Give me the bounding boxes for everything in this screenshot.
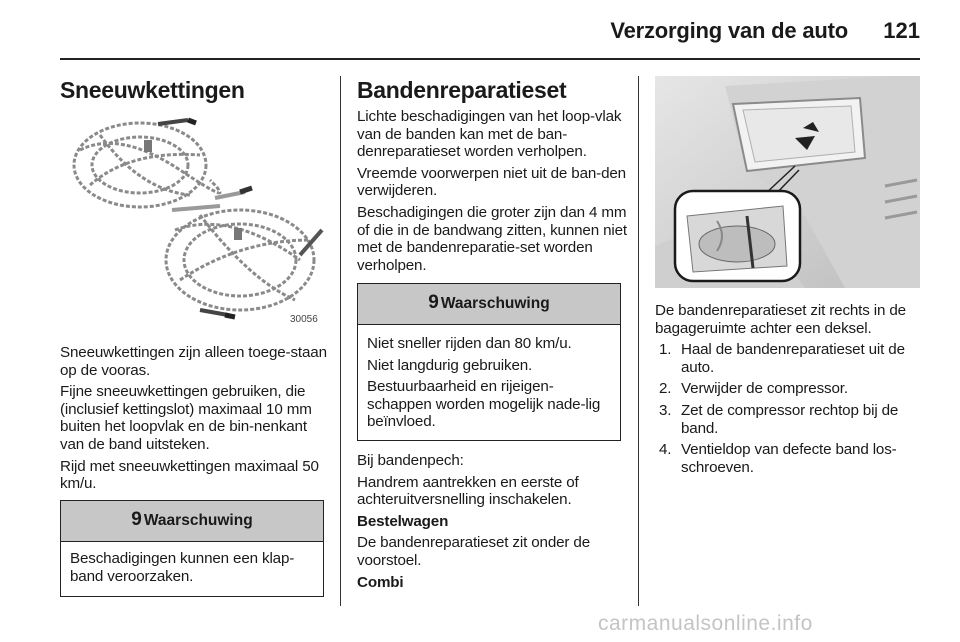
warning-triangle-icon: 9 xyxy=(428,292,439,313)
snow-chains-figure xyxy=(60,110,328,328)
warning-item: Bestuurbaarheid en rijeigen-schappen worden mogelijk nade-lig beïnvloed. xyxy=(367,378,601,431)
warning-body xyxy=(358,325,620,441)
paragraph: Sneeuwkettingen zijn alleen toege-staan op de vooras. xyxy=(60,344,327,379)
list-item xyxy=(655,441,927,476)
list-item xyxy=(655,402,927,437)
left-body xyxy=(60,344,330,497)
section-heading-repair-kit: Bandenreparatieset xyxy=(357,77,567,103)
warning-triangle-icon: 9 xyxy=(131,509,142,530)
paragraph: De bandenreparatieset zit rechts in de bagageruimte achter een deksel. xyxy=(655,302,906,337)
warning-item: Niet sneller rijden dan 80 km/u. xyxy=(367,335,572,352)
paragraph: Rijd met sneeuwkettingen maximaal 50 km/u. xyxy=(60,457,319,493)
paragraph: Fijne sneeuwkettingen gebruiken, die (inclusief kettingslot) maximaal 10 mm buiten het loopvlak en de bin-nenkant van de band uitsteken. xyxy=(60,383,312,453)
header-rule xyxy=(60,58,920,60)
step-number: 3. xyxy=(659,401,672,419)
right-body xyxy=(655,302,927,480)
column-separator-2 xyxy=(638,76,639,606)
warning-text: Beschadigingen kunnen een klap-band veroorzaken. xyxy=(70,550,295,585)
warning-item: Niet langdurig gebruiken. xyxy=(367,356,533,374)
subheading-bestelwagen: Bestelwagen xyxy=(357,512,449,530)
step-text: Ventieldop van defecte band los-schroeven. xyxy=(681,441,897,476)
step-number: 4. xyxy=(659,441,672,459)
page-number: 121 xyxy=(883,18,920,43)
step-number: 1. xyxy=(659,341,672,359)
figure-number: 30056 xyxy=(290,314,318,325)
snow-chains-illustration xyxy=(60,110,328,328)
warning-box-left xyxy=(60,500,324,597)
subheading-combi: Combi xyxy=(357,573,404,591)
watermark: carmanualsonline.info xyxy=(598,612,813,635)
list-item xyxy=(655,380,927,398)
section-heading-snow-chains: Sneeuwkettingen xyxy=(60,77,245,103)
step-number: 2. xyxy=(659,380,672,398)
paragraph: Bij bandenpech: xyxy=(357,452,464,469)
paragraph: De bandenreparatieset zit onder de voorstoel. xyxy=(357,534,590,569)
warning-title: Waarschuwing xyxy=(143,512,253,529)
steps-list xyxy=(655,341,927,476)
step-text: Haal de bandenreparatieset uit de auto. xyxy=(681,341,905,376)
running-header-title: Verzorging van de auto xyxy=(610,18,848,43)
step-text: Verwijder de compressor. xyxy=(681,380,848,398)
warning-header xyxy=(358,284,620,325)
middle-column xyxy=(357,76,629,278)
warning-header xyxy=(61,501,323,542)
paragraph: Beschadigingen die groter zijn dan 4 mm of die in de bandwang zitten, kunnen niet met de bandenreparatie-set worden verholpen. xyxy=(357,203,627,274)
middle-body-lower xyxy=(357,452,629,595)
paragraph: Vreemde voorwerpen niet uit de ban-den verwijderen. xyxy=(357,164,626,200)
warning-title: Waarschuwing xyxy=(440,295,550,312)
warning-box-middle xyxy=(357,283,621,441)
column-separator-1 xyxy=(340,76,341,606)
paragraph: Handrem aantrekken en eerste of achteruitversnelling inschakelen. xyxy=(357,473,579,509)
step-text: Zet de compressor rechtop bij de band. xyxy=(681,401,899,437)
trunk-compartment-figure xyxy=(655,76,920,288)
trunk-illustration xyxy=(655,76,920,288)
paragraph: Lichte beschadigingen van het loop-vlak van de banden kan met de ban-denreparatieset worden verholpen. xyxy=(357,108,622,161)
warning-body xyxy=(61,542,323,595)
left-column xyxy=(60,76,328,104)
list-item xyxy=(655,341,927,376)
